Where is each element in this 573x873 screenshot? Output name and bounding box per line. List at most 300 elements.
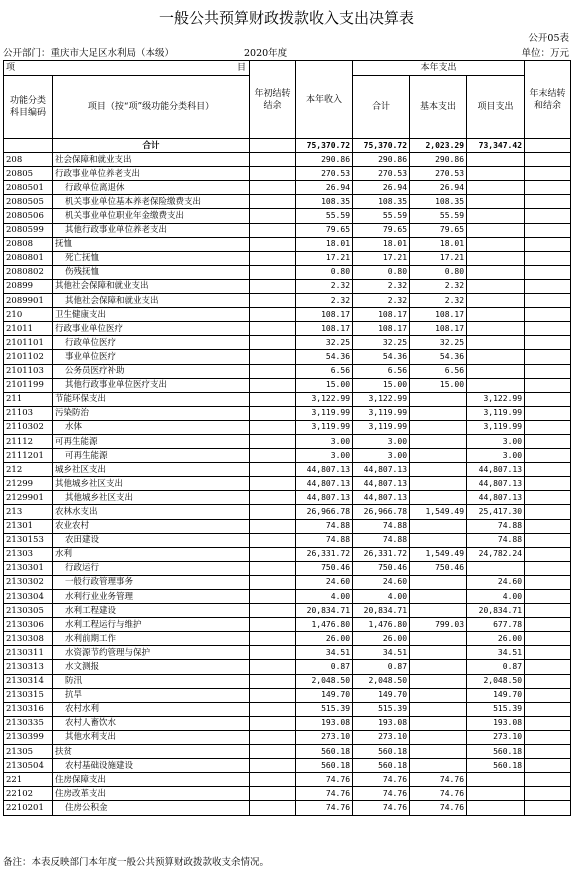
cell-total: 75,370.72: [353, 139, 410, 153]
cell-income: 26.00: [296, 632, 353, 646]
cell-closing-balance: [525, 491, 571, 505]
cell-closing-balance: [525, 688, 571, 702]
table-row: [4, 463, 571, 477]
header-income: 本年收入: [296, 61, 353, 139]
cell-income: 108.35: [296, 195, 353, 209]
cell-total: 193.08: [353, 716, 410, 730]
cell-code: 21303: [4, 547, 53, 561]
cell-basic: 108.35: [410, 195, 467, 209]
cell-total: 74.76: [353, 787, 410, 801]
cell-basic: 750.46: [410, 561, 467, 575]
cell-name: 行政事业单位医疗: [53, 322, 250, 336]
cell-income: 20,834.71: [296, 604, 353, 618]
cell-project: [467, 787, 525, 801]
cell-code: 2210201: [4, 801, 53, 815]
table-row: [4, 533, 571, 547]
cell-opening-balance: [250, 336, 296, 350]
cell-name: 其他城乡社区支出: [53, 491, 250, 505]
cell-total: 515.39: [353, 702, 410, 716]
cell-project: [467, 251, 525, 265]
form-code: 公开05表: [528, 33, 569, 44]
cell-income: 6.56: [296, 364, 353, 378]
cell-total: 55.59: [353, 209, 410, 223]
department-label: 公开部门：重庆市大足区水利局（本级）: [3, 48, 175, 59]
cell-total: 24.60: [353, 575, 410, 589]
cell-code: 2080506: [4, 209, 53, 223]
table-row: [4, 716, 571, 730]
cell-project: [467, 350, 525, 364]
cell-total: 2.32: [353, 294, 410, 308]
total-row: [4, 139, 571, 153]
cell-opening-balance: [250, 378, 296, 392]
cell-name: 扶贫: [53, 745, 250, 759]
table-row: [4, 674, 571, 688]
header-code: 功能分类科目编码: [4, 76, 53, 139]
cell-basic: [410, 660, 467, 674]
table-row: [4, 195, 571, 209]
cell-code: 2080599: [4, 223, 53, 237]
cell-closing-balance: [525, 153, 571, 167]
cell-opening-balance: [250, 279, 296, 293]
cell-opening-balance: [250, 730, 296, 744]
cell-closing-balance: [525, 787, 571, 801]
cell-closing-balance: [525, 547, 571, 561]
cell-income: 26,966.78: [296, 505, 353, 519]
cell-basic: 108.17: [410, 322, 467, 336]
header-project: 项目支出: [467, 76, 525, 139]
cell-opening-balance: [250, 660, 296, 674]
cell-total: 44,807.13: [353, 491, 410, 505]
cell-code: 2130316: [4, 702, 53, 716]
table-row: [4, 420, 571, 434]
cell-total: 44,807.13: [353, 463, 410, 477]
cell-basic: 799.03: [410, 618, 467, 632]
table-row: [4, 378, 571, 392]
cell-code: 2130306: [4, 618, 53, 632]
cell-total: 273.10: [353, 730, 410, 744]
cell-basic: [410, 590, 467, 604]
cell-name: 农村水利: [53, 702, 250, 716]
cell-income: 1,476.80: [296, 618, 353, 632]
cell-opening-balance: [250, 519, 296, 533]
cell-project: 24,782.24: [467, 547, 525, 561]
cell-income: 2.32: [296, 294, 353, 308]
header-basic: 基本支出: [410, 76, 467, 139]
cell-basic: 54.36: [410, 350, 467, 364]
table-row: [4, 519, 571, 533]
cell-total: 18.01: [353, 237, 410, 251]
cell-closing-balance: [525, 420, 571, 434]
table-row: [4, 477, 571, 491]
cell-closing-balance: [525, 350, 571, 364]
cell-basic: [410, 463, 467, 477]
cell-total: 32.25: [353, 336, 410, 350]
cell-basic: [410, 702, 467, 716]
table-row: [4, 265, 571, 279]
cell-opening-balance: [250, 139, 296, 153]
cell-total: 149.70: [353, 688, 410, 702]
cell-closing-balance: [525, 618, 571, 632]
cell-total: 0.87: [353, 660, 410, 674]
cell-income: 79.65: [296, 223, 353, 237]
cell-name: 行政事业单位养老支出: [53, 167, 250, 181]
unit-label: 单位：万元: [521, 48, 569, 59]
cell-name: 农林水支出: [53, 505, 250, 519]
cell-project: [467, 209, 525, 223]
cell-basic: [410, 406, 467, 420]
cell-total: 20,834.71: [353, 604, 410, 618]
cell-total: 74.88: [353, 519, 410, 533]
cell-basic: 0.80: [410, 265, 467, 279]
cell-name: 机关事业单位基本养老保险缴费支出: [53, 195, 250, 209]
cell-basic: [410, 477, 467, 491]
cell-code: 21299: [4, 477, 53, 491]
cell-income: 3,119.99: [296, 420, 353, 434]
cell-code: 2130315: [4, 688, 53, 702]
cell-closing-balance: [525, 336, 571, 350]
cell-closing-balance: [525, 463, 571, 477]
cell-total: 17.21: [353, 251, 410, 265]
cell-project: [467, 153, 525, 167]
cell-income: 270.53: [296, 167, 353, 181]
cell-project: 44,807.13: [467, 463, 525, 477]
cell-name: 水利前期工作: [53, 632, 250, 646]
cell-code: 2101101: [4, 336, 53, 350]
cell-name: 机关事业单位职业年金缴费支出: [53, 209, 250, 223]
cell-project: 193.08: [467, 716, 525, 730]
cell-code: 2101103: [4, 364, 53, 378]
table-row: [4, 688, 571, 702]
cell-basic: 2.32: [410, 294, 467, 308]
cell-basic: 74.76: [410, 787, 467, 801]
table-row: [4, 392, 571, 406]
cell-project: 34.51: [467, 646, 525, 660]
cell-name: 行政单位离退休: [53, 181, 250, 195]
cell-code: 21011: [4, 322, 53, 336]
page-title: 一般公共预算财政拨款收入支出决算表: [158, 9, 414, 27]
cell-code: 2130153: [4, 533, 53, 547]
cell-code: 2130302: [4, 575, 53, 589]
cell-project: [467, 322, 525, 336]
cell-name: 农业农村: [53, 519, 250, 533]
cell-closing-balance: [525, 646, 571, 660]
cell-opening-balance: [250, 223, 296, 237]
cell-opening-balance: [250, 547, 296, 561]
cell-project: 73,347.42: [467, 139, 525, 153]
cell-closing-balance: [525, 237, 571, 251]
cell-project: 44,807.13: [467, 477, 525, 491]
table-body: [4, 139, 571, 816]
cell-total: 26.94: [353, 181, 410, 195]
cell-income: 74.76: [296, 787, 353, 801]
cell-closing-balance: [525, 308, 571, 322]
cell-name: 可再生能源: [53, 449, 250, 463]
cell-total: 3,119.99: [353, 420, 410, 434]
cell-basic: 15.00: [410, 378, 467, 392]
cell-income: 273.10: [296, 730, 353, 744]
cell-name: 公务员医疗补助: [53, 364, 250, 378]
cell-code: 2130308: [4, 632, 53, 646]
cell-name: 可再生能源: [53, 434, 250, 448]
cell-opening-balance: [250, 181, 296, 195]
cell-closing-balance: [525, 604, 571, 618]
cell-code: 213: [4, 505, 53, 519]
cell-opening-balance: [250, 801, 296, 815]
table-row: [4, 660, 571, 674]
cell-opening-balance: [250, 759, 296, 773]
cell-project: [467, 364, 525, 378]
table-row: [4, 730, 571, 744]
cell-project: 560.18: [467, 745, 525, 759]
cell-project: 74.88: [467, 519, 525, 533]
cell-code: 21112: [4, 434, 53, 448]
cell-name: 住房保障支出: [53, 773, 250, 787]
cell-total: 0.80: [353, 265, 410, 279]
cell-project: 4.00: [467, 590, 525, 604]
cell-income: 515.39: [296, 702, 353, 716]
cell-name: 水体: [53, 420, 250, 434]
cell-opening-balance: [250, 674, 296, 688]
cell-name: 其他水利支出: [53, 730, 250, 744]
cell-opening-balance: [250, 265, 296, 279]
cell-income: 0.80: [296, 265, 353, 279]
cell-code: 2111201: [4, 449, 53, 463]
cell-closing-balance: [525, 434, 571, 448]
table-row: [4, 505, 571, 519]
cell-name: 其他行政事业单位养老支出: [53, 223, 250, 237]
cell-income: 560.18: [296, 745, 353, 759]
cell-project: 74.88: [467, 533, 525, 547]
cell-project: 24.60: [467, 575, 525, 589]
cell-code: 211: [4, 392, 53, 406]
cell-code: 2130304: [4, 590, 53, 604]
cell-opening-balance: [250, 350, 296, 364]
cell-closing-balance: [525, 533, 571, 547]
cell-project: [467, 181, 525, 195]
cell-name: 水利行业业务管理: [53, 590, 250, 604]
cell-income: 3,122.99: [296, 392, 353, 406]
cell-project: [467, 336, 525, 350]
cell-basic: [410, 575, 467, 589]
cell-closing-balance: [525, 209, 571, 223]
table-row: [4, 406, 571, 420]
cell-income: 75,370.72: [296, 139, 353, 153]
cell-income: 4.00: [296, 590, 353, 604]
cell-code: 210: [4, 308, 53, 322]
table-row: [4, 350, 571, 364]
footnote: 备注：本表反映部门本年度一般公共预算财政拨款收支余情况。: [3, 857, 270, 868]
header-item-label: 项: [6, 63, 16, 73]
cell-opening-balance: [250, 491, 296, 505]
cell-name: 伤残抚恤: [53, 265, 250, 279]
cell-code: 2080501: [4, 181, 53, 195]
cell-project: 44,807.13: [467, 491, 525, 505]
cell-name: 城乡社区支出: [53, 463, 250, 477]
cell-basic: [410, 688, 467, 702]
cell-name: 防汛: [53, 674, 250, 688]
cell-basic: [410, 632, 467, 646]
cell-income: 3,119.99: [296, 406, 353, 420]
cell-income: 74.88: [296, 533, 353, 547]
cell-name: 社会保障和就业支出: [53, 153, 250, 167]
cell-closing-balance: [525, 392, 571, 406]
cell-opening-balance: [250, 561, 296, 575]
table-row: [4, 575, 571, 589]
cell-income: 32.25: [296, 336, 353, 350]
cell-opening-balance: [250, 745, 296, 759]
cell-closing-balance: [525, 590, 571, 604]
table-row: [4, 745, 571, 759]
cell-opening-balance: [250, 322, 296, 336]
cell-basic: [410, 674, 467, 688]
cell-closing-balance: [525, 223, 571, 237]
cell-code: 2101102: [4, 350, 53, 364]
table-row: [4, 279, 571, 293]
budget-table: [3, 60, 571, 816]
cell-name: 污染防治: [53, 406, 250, 420]
cell-total: 560.18: [353, 745, 410, 759]
cell-income: 26.94: [296, 181, 353, 195]
cell-closing-balance: [525, 364, 571, 378]
cell-income: 54.36: [296, 350, 353, 364]
cell-total: 3,119.99: [353, 406, 410, 420]
cell-closing-balance: [525, 139, 571, 153]
cell-code: 2129901: [4, 491, 53, 505]
cell-project: 560.18: [467, 759, 525, 773]
cell-basic: 74.76: [410, 801, 467, 815]
cell-code: [4, 139, 53, 153]
cell-income: 15.00: [296, 378, 353, 392]
cell-total: 750.46: [353, 561, 410, 575]
cell-opening-balance: [250, 392, 296, 406]
header-total: 合计: [353, 76, 410, 139]
cell-code: 2130314: [4, 674, 53, 688]
cell-project: 515.39: [467, 702, 525, 716]
cell-name: 其他社会保障和就业支出: [53, 279, 250, 293]
cell-name: 抚恤: [53, 237, 250, 251]
table-row: [4, 561, 571, 575]
cell-closing-balance: [525, 773, 571, 787]
cell-name: 水文测报: [53, 660, 250, 674]
cell-project: [467, 294, 525, 308]
cell-closing-balance: [525, 745, 571, 759]
cell-opening-balance: [250, 505, 296, 519]
cell-name: 住房公积金: [53, 801, 250, 815]
cell-basic: 18.01: [410, 237, 467, 251]
cell-basic: 55.59: [410, 209, 467, 223]
cell-opening-balance: [250, 251, 296, 265]
cell-opening-balance: [250, 773, 296, 787]
cell-project: 677.78: [467, 618, 525, 632]
cell-basic: [410, 745, 467, 759]
table-row: [4, 167, 571, 181]
cell-closing-balance: [525, 561, 571, 575]
cell-opening-balance: [250, 167, 296, 181]
cell-basic: 17.21: [410, 251, 467, 265]
header-item-mark: 目: [237, 63, 247, 73]
cell-opening-balance: [250, 604, 296, 618]
cell-income: 18.01: [296, 237, 353, 251]
cell-code: 212: [4, 463, 53, 477]
cell-income: 750.46: [296, 561, 353, 575]
cell-income: 74.76: [296, 801, 353, 815]
cell-code: 2080801: [4, 251, 53, 265]
cell-income: 3.00: [296, 434, 353, 448]
cell-name: 农田建设: [53, 533, 250, 547]
cell-total: 290.86: [353, 153, 410, 167]
cell-project: [467, 265, 525, 279]
cell-opening-balance: [250, 533, 296, 547]
cell-income: 290.86: [296, 153, 353, 167]
cell-name: 死亡抚恤: [53, 251, 250, 265]
table-row: [4, 547, 571, 561]
cell-total: 270.53: [353, 167, 410, 181]
cell-total: 4.00: [353, 590, 410, 604]
cell-basic: 74.76: [410, 773, 467, 787]
cell-closing-balance: [525, 251, 571, 265]
table-row: [4, 491, 571, 505]
cell-basic: [410, 392, 467, 406]
cell-name: 水利工程建设: [53, 604, 250, 618]
cell-total: 108.35: [353, 195, 410, 209]
cell-project: 26.00: [467, 632, 525, 646]
cell-project: [467, 378, 525, 392]
cell-opening-balance: [250, 449, 296, 463]
cell-opening-balance: [250, 702, 296, 716]
cell-closing-balance: [525, 632, 571, 646]
cell-name: 行政单位医疗: [53, 336, 250, 350]
cell-project: 2,048.50: [467, 674, 525, 688]
cell-name: 其他行政事业单位医疗支出: [53, 378, 250, 392]
cell-income: 17.21: [296, 251, 353, 265]
table-row: [4, 787, 571, 801]
table-row: [4, 336, 571, 350]
cell-project: [467, 167, 525, 181]
cell-closing-balance: [525, 449, 571, 463]
cell-total: 74.76: [353, 773, 410, 787]
cell-opening-balance: [250, 477, 296, 491]
cell-total: 108.17: [353, 322, 410, 336]
cell-closing-balance: [525, 716, 571, 730]
cell-code: 2101199: [4, 378, 53, 392]
cell-opening-balance: [250, 294, 296, 308]
cell-income: 24.60: [296, 575, 353, 589]
cell-closing-balance: [525, 322, 571, 336]
cell-basic: 108.17: [410, 308, 467, 322]
cell-basic: [410, 533, 467, 547]
cell-basic: [410, 716, 467, 730]
cell-name: 水资源节约管理与保护: [53, 646, 250, 660]
cell-total: 79.65: [353, 223, 410, 237]
cell-closing-balance: [525, 674, 571, 688]
table-row: [4, 801, 571, 815]
cell-project: [467, 773, 525, 787]
cell-total: 26.00: [353, 632, 410, 646]
cell-code: 221: [4, 773, 53, 787]
cell-basic: 290.86: [410, 153, 467, 167]
cell-income: 0.87: [296, 660, 353, 674]
cell-total: 3.00: [353, 434, 410, 448]
cell-income: 560.18: [296, 759, 353, 773]
cell-opening-balance: [250, 153, 296, 167]
cell-total: 108.17: [353, 308, 410, 322]
cell-code: 20808: [4, 237, 53, 251]
cell-income: 55.59: [296, 209, 353, 223]
cell-opening-balance: [250, 590, 296, 604]
cell-opening-balance: [250, 463, 296, 477]
cell-basic: 270.53: [410, 167, 467, 181]
cell-basic: [410, 449, 467, 463]
